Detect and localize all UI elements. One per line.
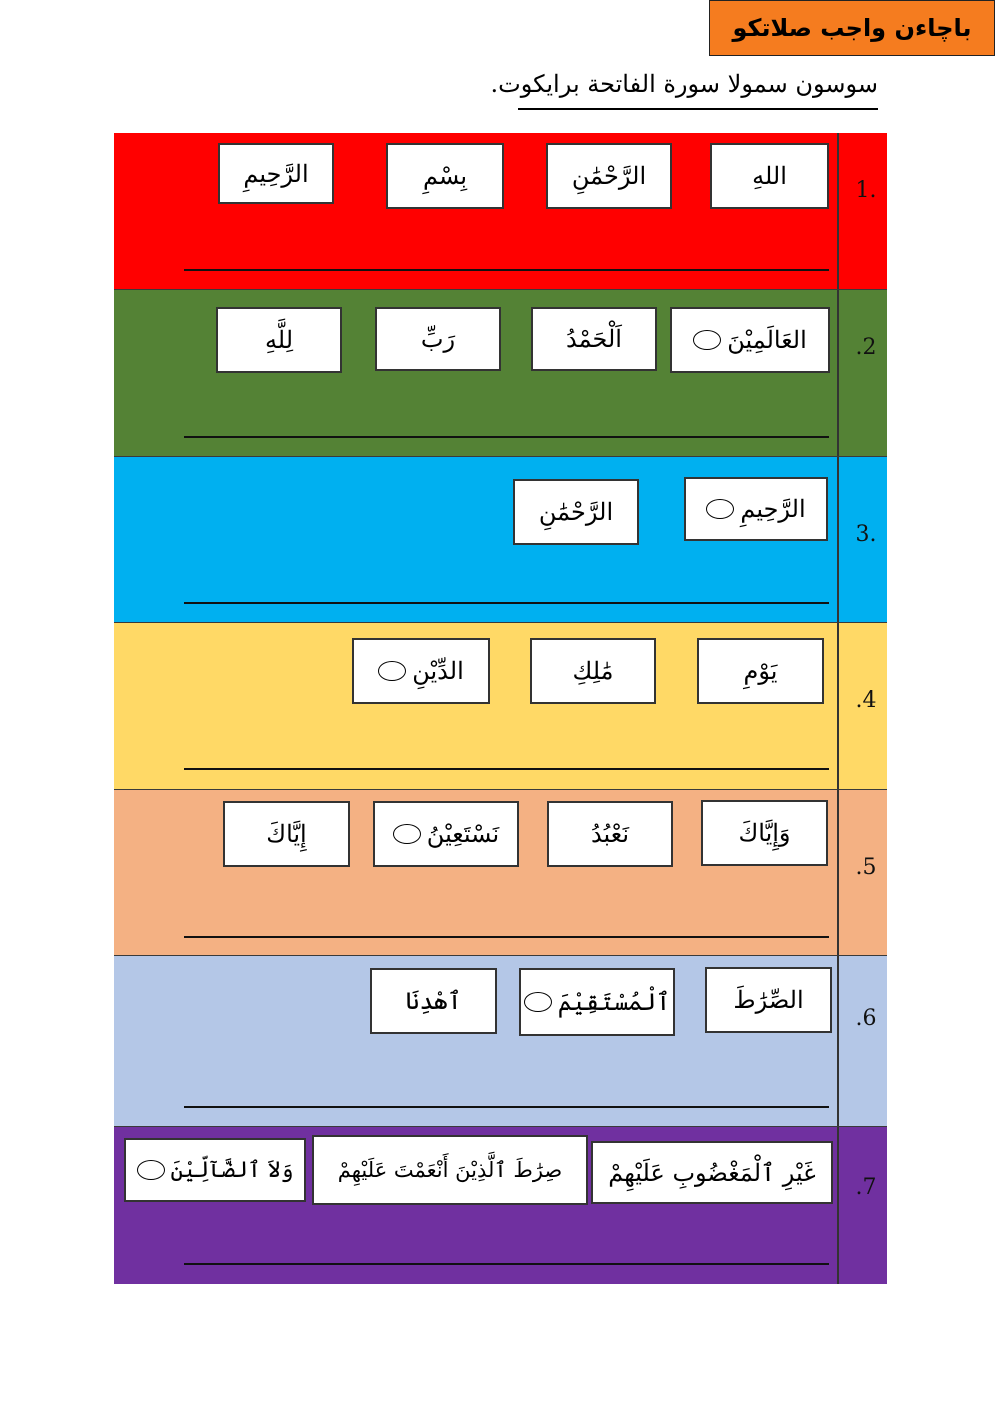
ayah-end-marker-icon bbox=[378, 661, 406, 681]
word-text: لِلَّهِ bbox=[264, 326, 294, 354]
word-text: رَبِّ bbox=[420, 325, 456, 353]
column-divider bbox=[837, 457, 839, 622]
answer-line[interactable] bbox=[184, 602, 829, 604]
word-card[interactable] bbox=[530, 638, 656, 704]
row-6 bbox=[114, 956, 887, 1127]
ayah-end-marker-icon bbox=[706, 499, 734, 519]
word-card[interactable] bbox=[591, 1141, 833, 1204]
worksheet-title: باچاءن واجب صلاتكو bbox=[709, 0, 995, 56]
word-card[interactable] bbox=[370, 968, 497, 1034]
word-card[interactable] bbox=[710, 143, 829, 209]
word-text: نَسْتَعِيْنُ bbox=[426, 820, 500, 848]
word-card[interactable] bbox=[375, 307, 501, 371]
column-divider bbox=[837, 790, 839, 955]
word-card[interactable] bbox=[546, 143, 672, 209]
word-text: اللهِ bbox=[752, 162, 787, 190]
word-text: ٱهْدِنَا bbox=[405, 987, 462, 1015]
word-card[interactable] bbox=[352, 638, 490, 704]
column-divider bbox=[837, 956, 839, 1126]
word-text: ٱلْمُسْتَقِيْمَ bbox=[557, 988, 671, 1016]
answer-line[interactable] bbox=[184, 936, 829, 938]
word-card[interactable] bbox=[531, 307, 657, 371]
row-4 bbox=[114, 623, 887, 790]
word-card[interactable] bbox=[218, 143, 334, 204]
word-text: وَلاَ ٱلضَّآلِّيْنَ bbox=[170, 1157, 294, 1183]
answer-line[interactable] bbox=[184, 768, 829, 770]
row-number: 1. bbox=[855, 178, 877, 203]
column-divider bbox=[837, 1127, 839, 1284]
row-number: .6 bbox=[855, 1006, 877, 1031]
row-1 bbox=[114, 133, 887, 290]
word-text: الرَّحِيمِ bbox=[243, 159, 309, 188]
row-5 bbox=[114, 790, 887, 956]
row-number: .7 bbox=[855, 1175, 877, 1200]
word-card[interactable] bbox=[386, 143, 504, 209]
ayah-end-marker-icon bbox=[693, 330, 721, 350]
row-7 bbox=[114, 1127, 887, 1284]
row-2 bbox=[114, 290, 887, 457]
word-text: يَوْمِ bbox=[743, 657, 778, 685]
arrange-words-table bbox=[114, 133, 887, 1284]
ayah-end-marker-icon bbox=[137, 1160, 165, 1180]
word-text: إِيَّاكَ bbox=[266, 820, 307, 848]
column-divider bbox=[837, 623, 839, 789]
word-text: الرَّحْمَٰنِ bbox=[538, 498, 614, 526]
row-number: .4 bbox=[855, 688, 877, 713]
answer-line[interactable] bbox=[184, 1263, 829, 1265]
column-divider bbox=[837, 290, 839, 456]
word-text: العَالَمِيْنَ bbox=[727, 326, 807, 354]
word-card[interactable] bbox=[216, 307, 342, 373]
ayah-end-marker-icon bbox=[393, 824, 421, 844]
word-text: مَٰلِكِ bbox=[572, 657, 614, 685]
column-divider bbox=[837, 133, 839, 289]
word-text: وَإِيَّاكَ bbox=[738, 819, 791, 847]
word-text: بِسْمِ bbox=[422, 162, 468, 190]
word-card[interactable] bbox=[312, 1135, 588, 1205]
word-card[interactable] bbox=[223, 801, 350, 867]
answer-line[interactable] bbox=[184, 1106, 829, 1108]
instruction-text: سوسون سمولا سورة الفاتحة برايكوت. bbox=[518, 70, 878, 110]
word-text: الرَّحْمَٰنِ bbox=[571, 162, 647, 190]
word-card[interactable] bbox=[701, 800, 828, 866]
word-text: اَلْحَمْدُ bbox=[566, 325, 622, 353]
word-text: الرَّحِيمِ bbox=[740, 495, 806, 523]
word-text: صِرَٰطَ ٱلَّذِيْنَ أَنْعَمْتَ عَلَيْهِمْ bbox=[337, 1158, 563, 1182]
word-text: غَيْرِ ٱلْمَغْضُوبِ عَلَيْهِمْ bbox=[608, 1158, 816, 1187]
ayah-end-marker-icon bbox=[524, 992, 552, 1012]
row-number: .5 bbox=[855, 855, 877, 880]
word-text: الصِّرَٰطَ bbox=[733, 986, 804, 1014]
word-card[interactable] bbox=[124, 1138, 306, 1202]
word-card[interactable] bbox=[519, 968, 675, 1036]
word-card[interactable] bbox=[547, 801, 673, 867]
word-text: الدِّيْنِ bbox=[412, 657, 464, 685]
word-card[interactable] bbox=[670, 307, 830, 373]
row-number: .2 bbox=[855, 335, 877, 360]
word-text: نَعْبُدُ bbox=[590, 820, 630, 848]
answer-line[interactable] bbox=[184, 436, 829, 438]
answer-line[interactable] bbox=[184, 269, 829, 271]
row-3 bbox=[114, 457, 887, 623]
word-card[interactable] bbox=[684, 477, 828, 541]
word-card[interactable] bbox=[697, 638, 824, 704]
word-card[interactable] bbox=[513, 479, 639, 545]
row-number: 3. bbox=[855, 522, 877, 547]
word-card[interactable] bbox=[373, 801, 519, 867]
word-card[interactable] bbox=[705, 967, 832, 1033]
